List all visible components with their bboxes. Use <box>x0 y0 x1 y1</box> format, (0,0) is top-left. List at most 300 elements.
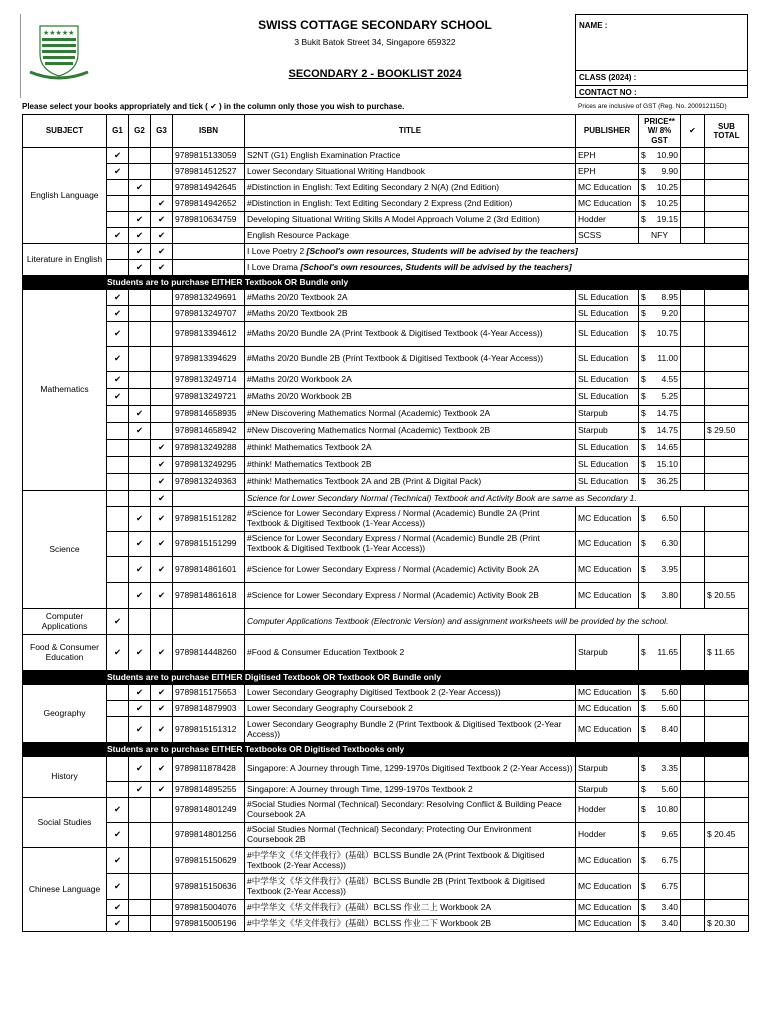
grade-cell <box>107 212 129 228</box>
publisher-cell: MC Education <box>576 507 639 532</box>
tick-box[interactable] <box>681 148 705 164</box>
grade-cell <box>107 685 129 701</box>
title-cell: Singapore: A Journey through Time, 1299-1970s Digitised Textbook 2 (2-Year Access)) <box>245 757 576 782</box>
isbn-cell: 9789813249691 <box>173 290 245 306</box>
price-cell <box>639 798 681 823</box>
subject-maths: Mathematics <box>23 290 107 491</box>
tick-box[interactable] <box>681 164 705 180</box>
tick-box[interactable] <box>681 440 705 457</box>
price-value: 5.60 <box>661 686 678 697</box>
subtotal-cell <box>705 583 749 609</box>
subject-geography: Geography <box>23 685 107 743</box>
price-cell <box>639 389 681 406</box>
publisher-cell: Starpub <box>576 635 639 671</box>
price-cell <box>639 532 681 557</box>
price-value: 6.30 <box>661 538 678 549</box>
price-cell <box>639 685 681 701</box>
check-mark: ✔ <box>151 474 173 491</box>
publisher-cell: SL Education <box>576 306 639 322</box>
isbn-cell: 9789813249295 <box>173 457 245 474</box>
tick-box[interactable] <box>681 782 705 798</box>
publisher-cell: Hodder <box>576 798 639 823</box>
title-cell: #Maths 20/20 Workbook 2A <box>245 372 576 389</box>
book-row <box>23 372 749 389</box>
price-value: 6.50 <box>661 513 678 524</box>
price-cell <box>639 874 681 900</box>
tick-box[interactable] <box>681 212 705 228</box>
currency-symbol: $ <box>641 804 646 815</box>
book-row <box>23 148 749 164</box>
title-cell: #Maths 20/20 Bundle 2A (Print Textbook & Digitised Textbook (4-Year Access)) <box>245 322 576 347</box>
check-mark: ✔ <box>151 457 173 474</box>
isbn-cell: 9789814448260 <box>173 635 245 671</box>
grade-cell <box>129 874 151 900</box>
currency-symbol: $ <box>641 328 646 339</box>
check-mark: ✔ <box>129 180 151 196</box>
currency-symbol: $ <box>707 829 712 840</box>
tick-box[interactable] <box>681 717 705 743</box>
book-row <box>23 347 749 372</box>
tick-box[interactable] <box>681 532 705 557</box>
currency-symbol: $ <box>641 901 646 912</box>
book-row <box>23 782 749 798</box>
tick-box[interactable] <box>681 306 705 322</box>
currency-symbol: $ <box>641 291 646 302</box>
title-cell: #Social Studies Normal (Technical) Secondary: Resolving Conflict & Building Peace Coursebook 2A <box>245 798 576 823</box>
price-cell <box>639 557 681 583</box>
price-value: 8.95 <box>661 291 678 302</box>
book-row <box>23 900 749 916</box>
subject-science: Science <box>23 491 107 609</box>
isbn-cell <box>173 228 245 244</box>
currency-symbol: $ <box>641 391 646 402</box>
grade-cell <box>151 164 173 180</box>
grade-cell <box>151 372 173 389</box>
title-cell: #中学华文《华文伴我行》(基础）BCLSS Bundle 2B (Print Textbook & Digitised Textbook (2-Year Access)) <box>245 874 576 900</box>
price-cell <box>639 440 681 457</box>
publisher-cell: MC Education <box>576 557 639 583</box>
check-mark: ✔ <box>107 290 129 306</box>
price-cell <box>639 347 681 372</box>
title-cell: Singapore: A Journey through Time, 1299-1970s Textbook 2 <box>245 782 576 798</box>
publisher-cell: MC Education <box>576 900 639 916</box>
book-row <box>23 389 749 406</box>
col-price: PRICE** W/ 8% GST <box>639 115 681 148</box>
price-value: 3.80 <box>661 589 678 600</box>
currency-symbol: $ <box>641 538 646 549</box>
title-cell: #Maths 20/20 Textbook 2A <box>245 290 576 306</box>
price-cell <box>639 635 681 671</box>
isbn-cell: 9789813394612 <box>173 322 245 347</box>
check-mark: ✔ <box>107 900 129 916</box>
check-mark: ✔ <box>129 244 151 260</box>
publisher-cell: Starpub <box>576 423 639 440</box>
check-mark: ✔ <box>151 635 173 671</box>
publisher-cell: Starpub <box>576 757 639 782</box>
tick-box[interactable] <box>681 474 705 491</box>
title-cell: #think! Mathematics Textbook 2A <box>245 440 576 457</box>
publisher-cell: MC Education <box>576 196 639 212</box>
check-mark: ✔ <box>151 583 173 609</box>
grade-cell <box>151 848 173 874</box>
check-mark: ✔ <box>151 757 173 782</box>
check-mark: ✔ <box>151 782 173 798</box>
svg-text:★★★★★: ★★★★★ <box>43 29 75 37</box>
tick-box[interactable] <box>681 916 705 932</box>
isbn-cell: 9789813394629 <box>173 347 245 372</box>
currency-symbol: $ <box>641 917 646 928</box>
col-g3: G3 <box>151 115 173 148</box>
price-cell <box>639 717 681 743</box>
book-row <box>23 583 749 609</box>
isbn-cell: 9789815150636 <box>173 874 245 900</box>
title-cell: Lower Secondary Geography Bundle 2 (Print Textbook & Digitised Textbook (2-Year Access)) <box>245 717 576 743</box>
book-row <box>23 798 749 823</box>
price-value: 3.40 <box>661 901 678 912</box>
subtotal-cell <box>705 406 749 423</box>
title-cell: Lower Secondary Situational Writing Handbook <box>245 164 576 180</box>
title-cell: #中学华文《华文伴我行》(基础）BCLSS 作业二下 Workbook 2B <box>245 916 576 932</box>
title-cell: #Science for Lower Secondary Express / Normal (Academic) Activity Book 2B <box>245 583 576 609</box>
price-value: 9.65 <box>661 829 678 840</box>
subtotal-cell <box>705 557 749 583</box>
grade-cell <box>129 148 151 164</box>
isbn-cell: 9789813249288 <box>173 440 245 457</box>
price-cell <box>639 148 681 164</box>
tick-box[interactable] <box>681 228 705 244</box>
name-field[interactable]: NAME : <box>579 21 608 30</box>
subtotal-cell <box>705 347 749 372</box>
subject-history: History <box>23 757 107 798</box>
tick-box[interactable] <box>681 507 705 532</box>
currency-symbol: $ <box>641 763 646 774</box>
col-isbn: ISBN <box>173 115 245 148</box>
book-row <box>23 212 749 228</box>
price-cell <box>639 507 681 532</box>
book-row <box>23 874 749 900</box>
title-cell: #Science for Lower Secondary Express / Normal (Academic) Bundle 2A (Print Textbook & Digitised Textbook (1-Year Access)) <box>245 507 576 532</box>
price-cell <box>639 322 681 347</box>
price-cell: NFY <box>639 228 681 244</box>
title-cell: #New Discovering Mathematics Normal (Academic) Textbook 2B <box>245 423 576 440</box>
check-mark: ✔ <box>129 532 151 557</box>
check-mark: ✔ <box>129 212 151 228</box>
title-cell: S2NT (G1) English Examination Practice <box>245 148 576 164</box>
price-value: 10.25 <box>656 197 678 208</box>
grade-cell <box>151 900 173 916</box>
publisher-cell: MC Education <box>576 180 639 196</box>
grade-cell <box>129 290 151 306</box>
tick-box[interactable] <box>681 457 705 474</box>
price-value: 3.40 <box>661 917 678 928</box>
price-value: 4.55 <box>661 374 678 385</box>
title-cell: #Maths 20/20 Workbook 2B <box>245 389 576 406</box>
grade-cell <box>107 423 129 440</box>
currency-symbol: $ <box>641 783 646 794</box>
currency-symbol: $ <box>641 213 646 224</box>
title-cell: Lower Secondary Geography Coursebook 2 <box>245 701 576 717</box>
check-mark: ✔ <box>151 440 173 457</box>
publisher-cell: SL Education <box>576 347 639 372</box>
tick-box[interactable] <box>681 583 705 609</box>
subtotal-cell <box>705 701 749 717</box>
subject-computer: Computer Applications <box>23 609 107 635</box>
publisher-cell: EPH <box>576 148 639 164</box>
check-mark: ✔ <box>151 196 173 212</box>
price-value: 8.40 <box>661 723 678 734</box>
price-value: 14.75 <box>656 408 678 419</box>
currency-symbol: $ <box>641 686 646 697</box>
subtotal-cell <box>705 440 749 457</box>
isbn-cell: 9789811878428 <box>173 757 245 782</box>
tick-box[interactable] <box>681 848 705 874</box>
grade-cell <box>151 389 173 406</box>
price-value: 10.80 <box>656 804 678 815</box>
check-mark: ✔ <box>129 583 151 609</box>
currency-symbol: $ <box>641 476 646 487</box>
publisher-cell: SL Education <box>576 322 639 347</box>
subtotal-cell <box>705 532 749 557</box>
grade-cell <box>107 782 129 798</box>
book-row <box>23 290 749 306</box>
isbn-cell: 9789814942652 <box>173 196 245 212</box>
price-value: 14.75 <box>656 425 678 436</box>
subtotal-cell <box>705 180 749 196</box>
currency-symbol: $ <box>641 459 646 470</box>
tick-box[interactable] <box>681 389 705 406</box>
price-cell <box>639 900 681 916</box>
subtotal-cell <box>705 423 749 440</box>
check-mark: ✔ <box>129 701 151 717</box>
tick-box[interactable] <box>681 701 705 717</box>
price-value: 10.25 <box>656 181 678 192</box>
book-row <box>23 557 749 583</box>
grade-cell <box>129 474 151 491</box>
tick-box[interactable] <box>681 685 705 701</box>
banner-row <box>23 276 749 290</box>
price-cell <box>639 782 681 798</box>
isbn-cell: 9789814658935 <box>173 406 245 423</box>
price-cell <box>639 423 681 440</box>
subtotal-cell <box>705 212 749 228</box>
check-mark: ✔ <box>151 491 173 507</box>
isbn-cell: 9789815005196 <box>173 916 245 932</box>
title-cell: #think! Mathematics Textbook 2B <box>245 457 576 474</box>
booklist-title: SECONDARY 2 - BOOKLIST 2024 <box>288 68 462 80</box>
isbn-cell: 9789813249707 <box>173 306 245 322</box>
subtotal-cell <box>705 507 749 532</box>
price-value: 11.00 <box>657 353 678 364</box>
title-cell: #New Discovering Mathematics Normal (Academic) Textbook 2A <box>245 406 576 423</box>
tick-box[interactable] <box>681 635 705 671</box>
grade-cell <box>107 180 129 196</box>
price-value: 19.15 <box>656 213 678 224</box>
booklist-table <box>22 114 749 932</box>
book-row <box>23 701 749 717</box>
tick-box[interactable] <box>681 757 705 782</box>
check-mark: ✔ <box>129 757 151 782</box>
currency-symbol: $ <box>641 880 646 891</box>
grade-cell <box>129 823 151 848</box>
currency-symbol: $ <box>707 425 712 436</box>
tick-box[interactable] <box>681 196 705 212</box>
subject-social-studies: Social Studies <box>23 798 107 848</box>
tick-box[interactable] <box>681 900 705 916</box>
currency-symbol: $ <box>641 646 646 657</box>
tick-box[interactable] <box>681 557 705 583</box>
title-cell: #中学华文《华文伴我行》(基础）BCLSS 作业二上 Workbook 2A <box>245 900 576 916</box>
check-mark: ✔ <box>129 423 151 440</box>
price-cell <box>639 290 681 306</box>
price-cell <box>639 701 681 717</box>
tick-box[interactable] <box>681 798 705 823</box>
book-row <box>23 180 749 196</box>
publisher-cell: MC Education <box>576 685 639 701</box>
tick-box[interactable] <box>681 823 705 848</box>
tick-box[interactable] <box>681 406 705 423</box>
tick-box[interactable] <box>681 874 705 900</box>
book-row <box>23 406 749 423</box>
currency-symbol: $ <box>641 408 646 419</box>
check-mark: ✔ <box>107 609 129 635</box>
check-mark: ✔ <box>107 372 129 389</box>
tick-box[interactable] <box>681 423 705 440</box>
check-mark: ✔ <box>151 557 173 583</box>
publisher-cell: MC Education <box>576 717 639 743</box>
grade-cell <box>129 916 151 932</box>
banner-row <box>23 671 749 685</box>
grade-cell <box>107 196 129 212</box>
isbn-cell: 9789810634759 <box>173 212 245 228</box>
school-name: SWISS COTTAGE SECONDARY SCHOOL <box>258 18 492 32</box>
subtotal-cell <box>705 916 749 932</box>
grade-cell <box>151 322 173 347</box>
school-address: 3 Bukit Batok Street 34, Singapore 659322 <box>294 37 456 47</box>
tick-box[interactable] <box>681 180 705 196</box>
contact-field[interactable]: CONTACT NO : <box>576 85 747 99</box>
grade-cell <box>107 474 129 491</box>
subtotal-cell <box>705 148 749 164</box>
grade-cell <box>107 757 129 782</box>
subject-fce: Food & Consumer Education <box>23 635 107 671</box>
subtotal-cell <box>705 757 749 782</box>
currency-symbol: $ <box>641 702 646 713</box>
title-cell: #think! Mathematics Textbook 2A and 2B (Print & Digital Pack) <box>245 474 576 491</box>
subtotal-value: 29.50 <box>714 425 736 436</box>
price-value: 3.35 <box>661 763 678 774</box>
price-value: 10.75 <box>656 328 678 339</box>
grade-cell <box>129 196 151 212</box>
price-value: 9.90 <box>661 165 678 176</box>
check-mark: ✔ <box>107 798 129 823</box>
publisher-cell: Hodder <box>576 823 639 848</box>
tick-box[interactable] <box>681 347 705 372</box>
check-mark: ✔ <box>129 717 151 743</box>
publisher-cell: MC Education <box>576 701 639 717</box>
subtotal-value: 20.45 <box>714 829 736 840</box>
grade-cell <box>107 717 129 743</box>
publisher-cell: SL Education <box>576 389 639 406</box>
price-cell <box>639 196 681 212</box>
check-mark: ✔ <box>151 228 173 244</box>
subtotal-cell <box>705 848 749 874</box>
check-mark: ✔ <box>107 148 129 164</box>
grade-cell <box>129 164 151 180</box>
grade-cell <box>129 798 151 823</box>
isbn-cell: 9789814942645 <box>173 180 245 196</box>
subtotal-cell <box>705 635 749 671</box>
subtotal-cell <box>705 457 749 474</box>
grade-cell <box>107 507 129 532</box>
currency-symbol: $ <box>641 513 646 524</box>
grade-cell <box>151 823 173 848</box>
grade-cell <box>107 406 129 423</box>
isbn-cell: 9789815004076 <box>173 900 245 916</box>
lit-title: I Love Drama [School's own resources, Students will be advised by the teachers] <box>245 260 749 276</box>
col-title: TITLE <box>245 115 576 148</box>
check-mark: ✔ <box>129 260 151 276</box>
price-value: 5.60 <box>661 702 678 713</box>
check-mark: ✔ <box>107 848 129 874</box>
subtotal-cell <box>705 228 749 244</box>
book-row <box>23 196 749 212</box>
isbn-cell: 9789815151282 <box>173 507 245 532</box>
book-row <box>23 848 749 874</box>
price-cell <box>639 212 681 228</box>
check-mark: ✔ <box>107 322 129 347</box>
gst-note: Prices are inclusive of GST (Reg. No. 200912115D) <box>578 103 727 110</box>
grade-cell <box>107 701 129 717</box>
check-mark: ✔ <box>151 685 173 701</box>
class-field[interactable]: CLASS (2024) : <box>576 70 747 85</box>
currency-symbol: $ <box>641 589 646 600</box>
subject-english: English Language <box>23 148 107 244</box>
currency-symbol: $ <box>707 646 712 657</box>
check-mark: ✔ <box>107 164 129 180</box>
publisher-cell: MC Education <box>576 583 639 609</box>
book-row <box>23 635 749 671</box>
publisher-cell: MC Education <box>576 874 639 900</box>
geography-banner: Students are to purchase EITHER Digitised Textbook OR Textbook OR Bundle only <box>23 671 749 685</box>
price-value: 15.10 <box>656 459 678 470</box>
title-cell: English Resource Package <box>245 228 576 244</box>
isbn-cell: 9789815150629 <box>173 848 245 874</box>
tick-box[interactable] <box>681 290 705 306</box>
publisher-cell: SL Education <box>576 474 639 491</box>
book-row <box>23 164 749 180</box>
student-info-box <box>575 14 748 98</box>
tick-box[interactable] <box>681 372 705 389</box>
isbn-cell: 9789813249714 <box>173 372 245 389</box>
title-cell: #中学华文《华文伴我行》(基础）BCLSS Bundle 2A (Print Textbook & Digitised Textbook (2-Year Access)) <box>245 848 576 874</box>
col-subtotal: SUB TOTAL <box>705 115 749 148</box>
tick-box[interactable] <box>681 322 705 347</box>
grade-cell <box>151 148 173 164</box>
check-mark: ✔ <box>129 635 151 671</box>
price-cell <box>639 180 681 196</box>
grade-cell <box>129 372 151 389</box>
grade-cell <box>129 440 151 457</box>
currency-symbol: $ <box>641 307 646 318</box>
computer-note: Computer Applications Textbook (Electronic Version) and assignment worksheets will be provided by the school. <box>245 609 749 635</box>
publisher-cell: Starpub <box>576 782 639 798</box>
subtotal-cell <box>705 196 749 212</box>
check-mark: ✔ <box>129 557 151 583</box>
price-cell <box>639 474 681 491</box>
isbn-cell: 9789814801256 <box>173 823 245 848</box>
table-header-row <box>23 115 749 148</box>
subtotal-cell <box>705 290 749 306</box>
